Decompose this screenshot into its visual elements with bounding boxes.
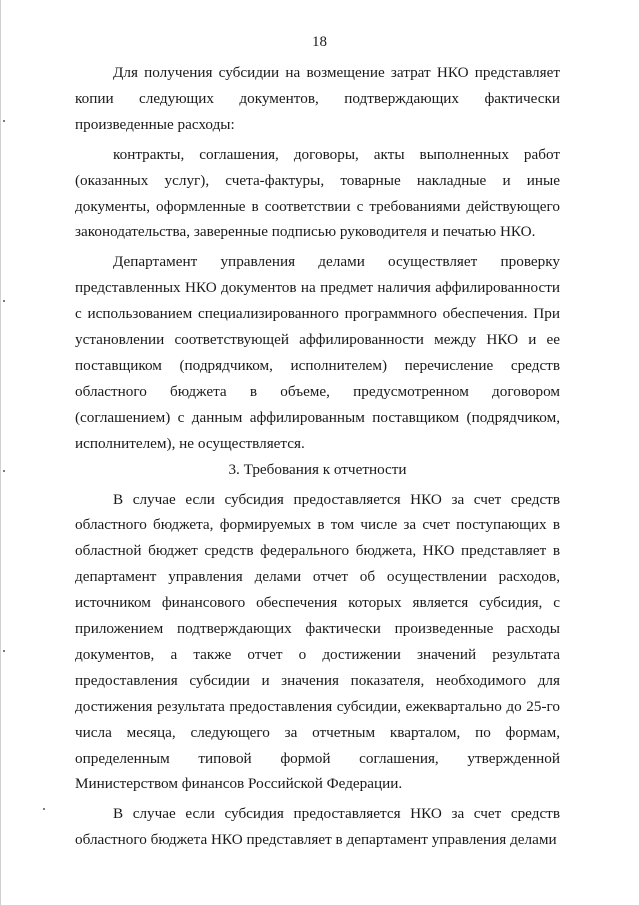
scan-speck	[3, 470, 5, 472]
scan-speck	[43, 808, 45, 810]
scan-speck	[3, 120, 5, 122]
page-number: 18	[312, 34, 327, 50]
paragraph-documents-intro: Для получения субсидии на возмещение затрат НКО представляет копии следующих документов, подтверждающих фактически произведенные расходы:	[75, 64, 560, 133]
paragraph-affiliation-check: Департамент управления делами осуществляет проверку представленных НКО документов на предмет наличия аффилированности с использованием специализированного программного обеспечения. При установлении соответствующей аффилированности между НКО и ее поставщиком (подрядчиком, исполнителем) перечисление средств областного бюджета в объеме, предусмотренном договором (соглашением) с данным аффилированным поставщиком (подрядчиком, исполнителем), не осуществляется.	[75, 253, 560, 452]
paragraph-reporting-federal: В случае если субсидия предоставляется НКО за счет средств областного бюджета, формируемых в том числе за счет поступающих в областной бюджет средств федерального бюджета, НКО представляет в департамент управления делами отчет об осуществлении расходов, источником финансового обеспечения которых является субсидия, с приложением подтверждающих фактически произведенные расходы документов, а также отчет о достижении значений результата предоставления субсидии и значения показателя, необходимого для достижения результата предоставления субсидии, ежеквартально до 25-го числа месяца, следующего за отчетным кварталом, по формам, определенным типовой формой соглашения, утвержденной Министерством финансов Российской Федерации.	[75, 490, 560, 793]
scan-edge	[0, 0, 9, 905]
scan-speck	[3, 650, 5, 652]
scan-speck	[3, 300, 5, 302]
section-heading: 3. Требования к отчетности	[228, 460, 407, 478]
document-body	[75, 60, 560, 853]
paragraph-documents-list: контракты, соглашения, договоры, акты выполненных работ (оказанных услуг), счета-фактуры, товарные накладные и иные документы, оформленные в соответствии с требованиями действующего законодательства, заверенные подписью руководителя и печатью НКО.	[75, 145, 560, 241]
paragraph-reporting-regional: В случае если субсидия предоставляется НКО за счет средств областного бюджета НКО представляет в департамент управления делами	[75, 805, 560, 849]
